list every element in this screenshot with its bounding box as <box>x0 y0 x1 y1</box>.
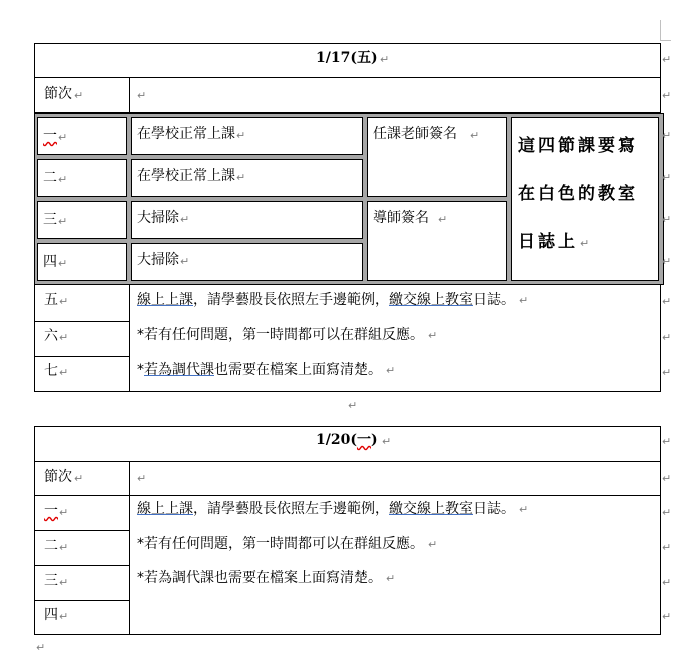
instruction-line: *若為調代課也需要在檔案上面寫清楚。 ↵ <box>137 570 396 586</box>
paragraph-mark: ↵ <box>36 641 46 654</box>
paragraph-mark: ↵ <box>59 331 69 344</box>
paragraph-mark: ↵ <box>180 213 190 226</box>
table1-title: 1/17(五) <box>316 50 378 66</box>
paragraph-mark: ↵ <box>58 131 68 144</box>
paragraph-mark: ↵ <box>348 399 358 412</box>
paragraph-mark: ↵ <box>58 257 68 270</box>
period-label: 六 <box>44 328 58 344</box>
period-label: 四 <box>43 254 57 270</box>
paragraph-mark: ↵ <box>59 541 69 554</box>
paragraph-mark: ↵ <box>662 610 672 623</box>
note-line: 在白色的教室 <box>518 184 638 204</box>
period-content: 在學校正常上課 <box>137 126 235 142</box>
instruction-link[interactable]: 線上上課 <box>137 292 193 308</box>
period-label: 一 <box>44 503 58 519</box>
instruction-link[interactable]: 繳交線上教室 <box>389 292 473 308</box>
paragraph-mark: ↵ <box>236 171 246 184</box>
instruction-link[interactable]: 若為調代課 <box>144 362 214 378</box>
paragraph-mark: ↵ <box>59 576 69 589</box>
instruction-line: 線上上課，請學藝股長依照左手邊範例，繳交線上教室日誌。 ↵ <box>137 501 529 517</box>
paragraph-mark: ↵ <box>662 129 672 142</box>
margin-corner-marker <box>660 20 671 41</box>
paragraph-mark: ↵ <box>59 366 69 379</box>
period-label: 一 <box>43 128 57 144</box>
instruction-link[interactable]: 繳交線上教室 <box>389 501 473 517</box>
period-label: 七 <box>44 363 58 379</box>
paragraph-mark: ↵ <box>382 435 392 448</box>
paragraph-mark: ↵ <box>662 53 672 66</box>
paragraph-mark: ↵ <box>662 171 672 184</box>
period-content: 大掃除 <box>137 252 179 268</box>
instruction-line: *若為調代課也需要在檔案上面寫清楚。 ↵ <box>137 362 396 378</box>
paragraph-mark: ↵ <box>470 129 480 142</box>
paragraph-mark: ↵ <box>662 89 672 102</box>
paragraph-mark: ↵ <box>580 237 590 250</box>
paragraph-mark: ↵ <box>180 255 190 268</box>
instruction-line: 線上上課，請學藝股長依照左手邊範例，繳交線上教室日誌。 ↵ <box>137 292 529 308</box>
paragraph-mark: ↵ <box>236 129 246 142</box>
paragraph-mark: ↵ <box>58 215 68 228</box>
paragraph-mark: ↵ <box>59 295 69 308</box>
paragraph-mark: ↵ <box>662 213 672 226</box>
paragraph-mark: ↵ <box>58 173 68 186</box>
table2-header-label: 節次 <box>44 469 72 485</box>
note-line: 這四節課要寫 <box>518 136 638 156</box>
paragraph-mark: ↵ <box>662 295 672 308</box>
paragraph-mark: ↵ <box>662 435 672 448</box>
paragraph-mark: ↵ <box>59 506 69 519</box>
instruction-line: *若有任何問題，第一時間都可以在群組反應。 ↵ <box>137 536 438 552</box>
instruction-line: *若有任何問題，第一時間都可以在群組反應。 ↵ <box>137 327 438 343</box>
note-line: 日誌上 <box>518 232 578 252</box>
paragraph-mark: ↵ <box>59 610 69 623</box>
paragraph-mark: ↵ <box>438 213 448 226</box>
period-label: 三 <box>44 573 58 589</box>
paragraph-mark: ↵ <box>662 366 672 379</box>
table1-header-label: 節次 <box>44 86 72 102</box>
paragraph-mark: ↵ <box>74 89 84 102</box>
paragraph-mark: ↵ <box>662 576 672 589</box>
period-label: 三 <box>43 212 57 228</box>
table2-title: 1/20(一) <box>316 432 378 448</box>
paragraph-mark: ↵ <box>662 541 672 554</box>
period-content: 在學校正常上課 <box>137 168 235 184</box>
period-label: 五 <box>44 292 58 308</box>
paragraph-mark: ↵ <box>137 472 147 485</box>
period-label: 二 <box>43 170 57 186</box>
paragraph-mark: ↵ <box>662 472 672 485</box>
paragraph-mark: ↵ <box>662 506 672 519</box>
instruction-link[interactable]: 線上上課 <box>137 501 193 517</box>
paragraph-mark: ↵ <box>380 53 390 66</box>
paragraph-mark: ↵ <box>662 331 672 344</box>
period-content: 大掃除 <box>137 210 179 226</box>
period-label: 二 <box>44 538 58 554</box>
paragraph-mark: ↵ <box>662 255 672 268</box>
paragraph-mark: ↵ <box>137 89 147 102</box>
period-label: 四 <box>44 607 58 623</box>
teacher-signature-label: 任課老師簽名 <box>373 126 457 142</box>
mentor-signature-label: 導師簽名 <box>373 210 429 226</box>
paragraph-mark: ↵ <box>74 472 84 485</box>
